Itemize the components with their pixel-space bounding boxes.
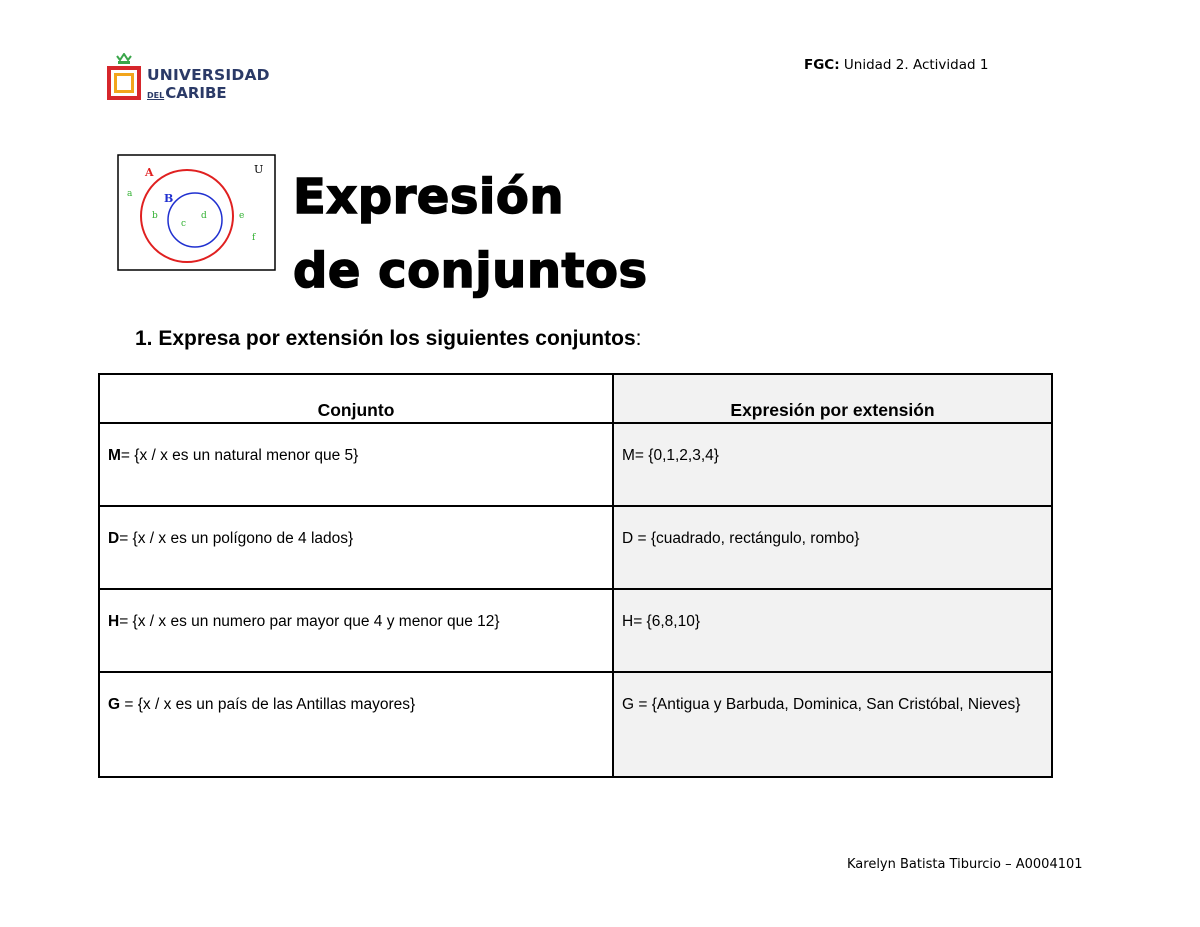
set-name: D: [108, 530, 120, 547]
set-extension-cell: H= {6,8,10}: [613, 589, 1052, 672]
logo-emblem-icon: [106, 53, 142, 103]
table-row: [99, 423, 1052, 506]
element-c: c: [181, 219, 187, 229]
set-name: H: [108, 613, 120, 630]
table-header-row: [99, 374, 1052, 423]
label-a: A: [145, 166, 154, 179]
element-f: f: [252, 233, 256, 243]
set-extension-cell: M= {0,1,2,3,4}: [613, 423, 1052, 506]
university-logo: [106, 53, 276, 103]
set-definition-cell: [99, 423, 613, 506]
set-definition: = {x / x es un polígono de 4 lados}: [119, 530, 354, 547]
course-code: FGC:: [804, 57, 840, 73]
table-row: [99, 589, 1052, 672]
element-e: e: [239, 211, 245, 221]
set-definition: = {x / x es un numero par mayor que 4 y menor que 12}: [119, 613, 500, 630]
logo-text-caribe: [147, 84, 227, 102]
question-text: Expresa por extensión los siguientes conjuntos: [152, 327, 636, 350]
question-heading: [135, 327, 641, 351]
title-line-1: Expresión: [293, 169, 565, 225]
set-definition: = {x / x es un país de las Antillas mayores}: [120, 696, 416, 713]
sets-table: [98, 373, 1053, 778]
label-b: B: [164, 192, 174, 205]
element-a: a: [127, 189, 133, 199]
set-extension-cell: D = {cuadrado, rectángulo, rombo}: [613, 506, 1052, 589]
header-expresion: Expresión por extensión: [613, 374, 1052, 423]
venn-diagram: [117, 154, 276, 271]
set-name: M: [108, 447, 121, 464]
set-definition-cell: [99, 672, 613, 777]
element-b: b: [152, 211, 158, 221]
label-u: U: [254, 163, 264, 176]
logo-text-caribe-word: CARIBE: [165, 84, 227, 102]
table-row: [99, 506, 1052, 589]
question-number: 1.: [135, 327, 153, 350]
table-row: [99, 672, 1052, 777]
set-definition-cell: [99, 589, 613, 672]
set-definition: = {x / x es un natural menor que 5}: [120, 447, 359, 464]
logo-text-del: DEL: [147, 91, 165, 100]
page-title: [293, 160, 648, 308]
footer-author: Karelyn Batista Tiburcio – A0004101: [847, 857, 1083, 872]
element-d: d: [201, 211, 207, 221]
title-line-2: de conjuntos: [293, 243, 648, 299]
question-colon: :: [635, 327, 642, 350]
set-name: G: [108, 696, 121, 713]
logo-text-universidad: UNIVERSIDAD: [147, 66, 270, 84]
set-definition-cell: [99, 506, 613, 589]
course-header: [804, 57, 988, 73]
header-conjunto: Conjunto: [99, 374, 613, 423]
course-activity: Unidad 2. Actividad 1: [839, 57, 989, 73]
set-extension-cell: G = {Antigua y Barbuda, Dominica, San Cristóbal, Nieves}: [613, 672, 1052, 777]
